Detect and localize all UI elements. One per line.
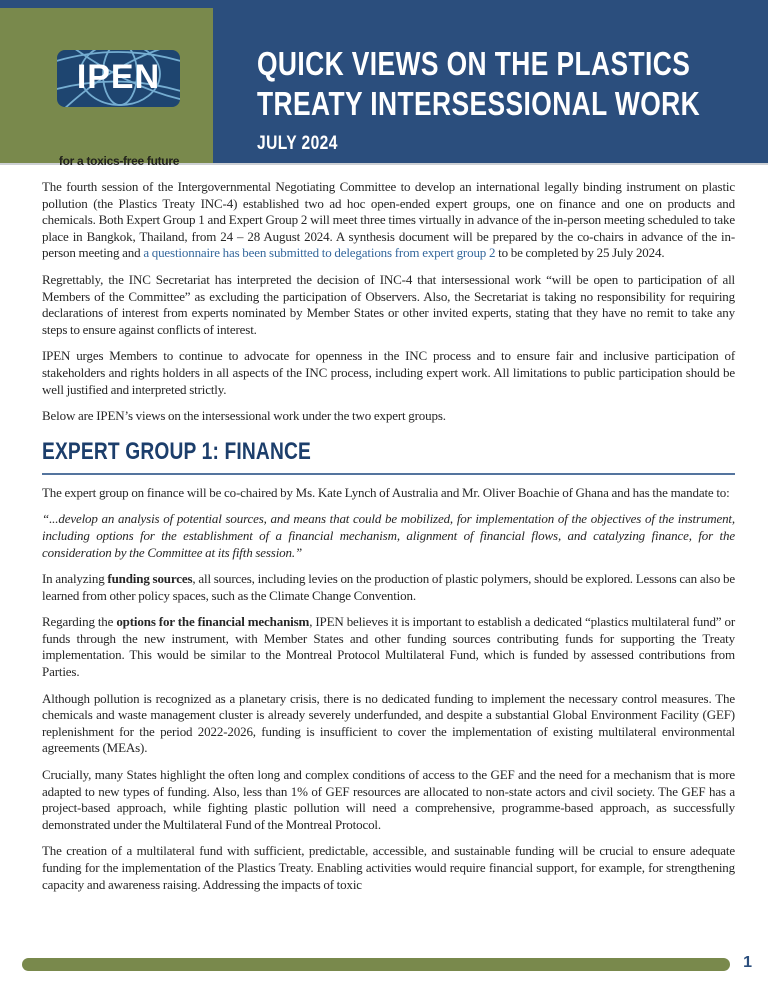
finance-paragraph-4: Although pollution is recognized as a planetary crisis, there is no dedicated funding to implement the necessary control measures. The chemicals and waste management cluster is already severely underfunded, and despite a substantial Global Environment Facility (GEF) replenishment for the period 2022-2026, funding is insufficient to cover the implementation of existing multilateral environmental agreements (MEAs). xyxy=(42,690,735,756)
doc-title-line1: QUICK VIEWS ON THE PLASTICS xyxy=(257,45,691,82)
finance-paragraph-5: Crucially, many States highlight the often long and complex conditions of access to the GEF and the need for a mechanism that is more adapted to new types of funding. Also, less than 1% of GEF resources are allocated to non-state actors and civil society. The GEF has a project-based approach, while fighting plastic pollution will need a comprehensive, programme-based approach, as successfully demonstrated under the Multilateral Fund of the Montreal Protocol. xyxy=(42,767,735,832)
footer-bar xyxy=(22,958,730,971)
paragraph-text: The fourth session of the Intergovernmental Negotiating Committee to develop an international legally binding instrument on plastic pollution (the Plastics Treaty INC-4) established two ad hoc open-ended expert groups, one on finance and one on products and chemicals. Both Expert Group 1 and Expert Group 2 will meet three times virtually in advance of the in-person meeting scheduled to take place in Bangkok, Thailand, from 24 – 28 August 2024. A synthesis document will be prepared by the co-chairs in advance of the in-person meeting and xyxy=(42,179,735,261)
header-olive-panel xyxy=(0,8,213,168)
finance-paragraph-1: The expert group on finance will be co-chaired by Ms. Kate Lynch of Australia and Mr. Oliver Boachie of Ghana and has the mandate to: xyxy=(42,484,730,500)
mandate-quote: “...develop an analysis of potential sources, and means that could be mobilized, for implementation of the objectives of the instrument, including options for the establishment of a financial mechanism, alignment of financial flows, and catalyzing finance, for the consideration by the Committee at its fifth session.” xyxy=(42,511,735,560)
finance-paragraph-6: The creation of a multilateral fund with sufficient, predictable, accessible, and sustainable funding will be crucial to ensure adequate funding for the implementation of the Plastics Treaty. Enabling activities would require financial support, for example, for strengthening capacity and awareness raising. Addressing the impacts of toxic xyxy=(42,843,735,892)
paragraph-text: to be completed by 25 July 2024. xyxy=(495,245,665,261)
paragraph-text: In analyzing xyxy=(42,571,108,587)
finance-paragraph-2 xyxy=(42,571,735,604)
logo-wordmark: IPEN xyxy=(76,58,161,96)
document-body xyxy=(0,165,768,893)
doc-title-line2: TREATY INTERSESSIONAL WORK xyxy=(257,85,701,122)
paragraph-text: , all sources, including levies on the production of plastic polymers, should be explored. Lessons can also be learned from other policy spaces, such as the Climate Change Convention. xyxy=(42,571,735,603)
intro-paragraph-4: Below are IPEN’s views on the intersessional work under the two expert groups. xyxy=(42,408,446,424)
finance-paragraph-3 xyxy=(42,614,735,680)
section-heading-finance: EXPERT GROUP 1: FINANCE xyxy=(42,438,735,475)
page-number: 1 xyxy=(743,954,752,971)
ipen-logo xyxy=(57,50,180,168)
paragraph-text: , IPEN believes it is important to establish a dedicated “plastics multilateral fund” or funds through the new instrument, with Member States and other funding sources contributing funds for supporting the Treaty implementation. This would be similar to the Montreal Protocol Multilateral Fund, which is funded by assessed contributions from Parties. xyxy=(42,614,735,680)
logo-tagline: for a toxics-free future xyxy=(58,154,180,168)
header-title-block xyxy=(257,44,768,155)
intro-paragraph-3: IPEN urges Members to continue to advocate for openness in the INC process and to ensure fair and inclusive participation of stakeholders and rights holders in all aspects of the INC process, including expert work. All limitations to public participation should be well justified and interpreted strictly. xyxy=(42,348,735,397)
paragraph-text: Regarding the xyxy=(42,614,117,630)
doc-date: JULY 2024 xyxy=(257,133,338,154)
report-header xyxy=(0,0,768,168)
intro-paragraph-1 xyxy=(42,179,735,262)
bold-financial-mechanism: options for the financial mechanism xyxy=(116,614,310,630)
bold-funding-sources: funding sources xyxy=(107,571,193,587)
intro-paragraph-2: Regrettably, the INC Secretariat has interpreted the decision of INC-4 that intersessional work “will be open to participation of all Members of the Committee” as excluding the participation of Observers. Also, the Secretariat is taking no responsibility for requiring declarations of interest from experts nominated by Member States or other invited experts, stating that they have no remit to take any steps to ensure against conflicts of interest. xyxy=(42,271,735,337)
questionnaire-link[interactable]: a questionnaire has been submitted to delegations from expert group 2 xyxy=(143,245,496,261)
